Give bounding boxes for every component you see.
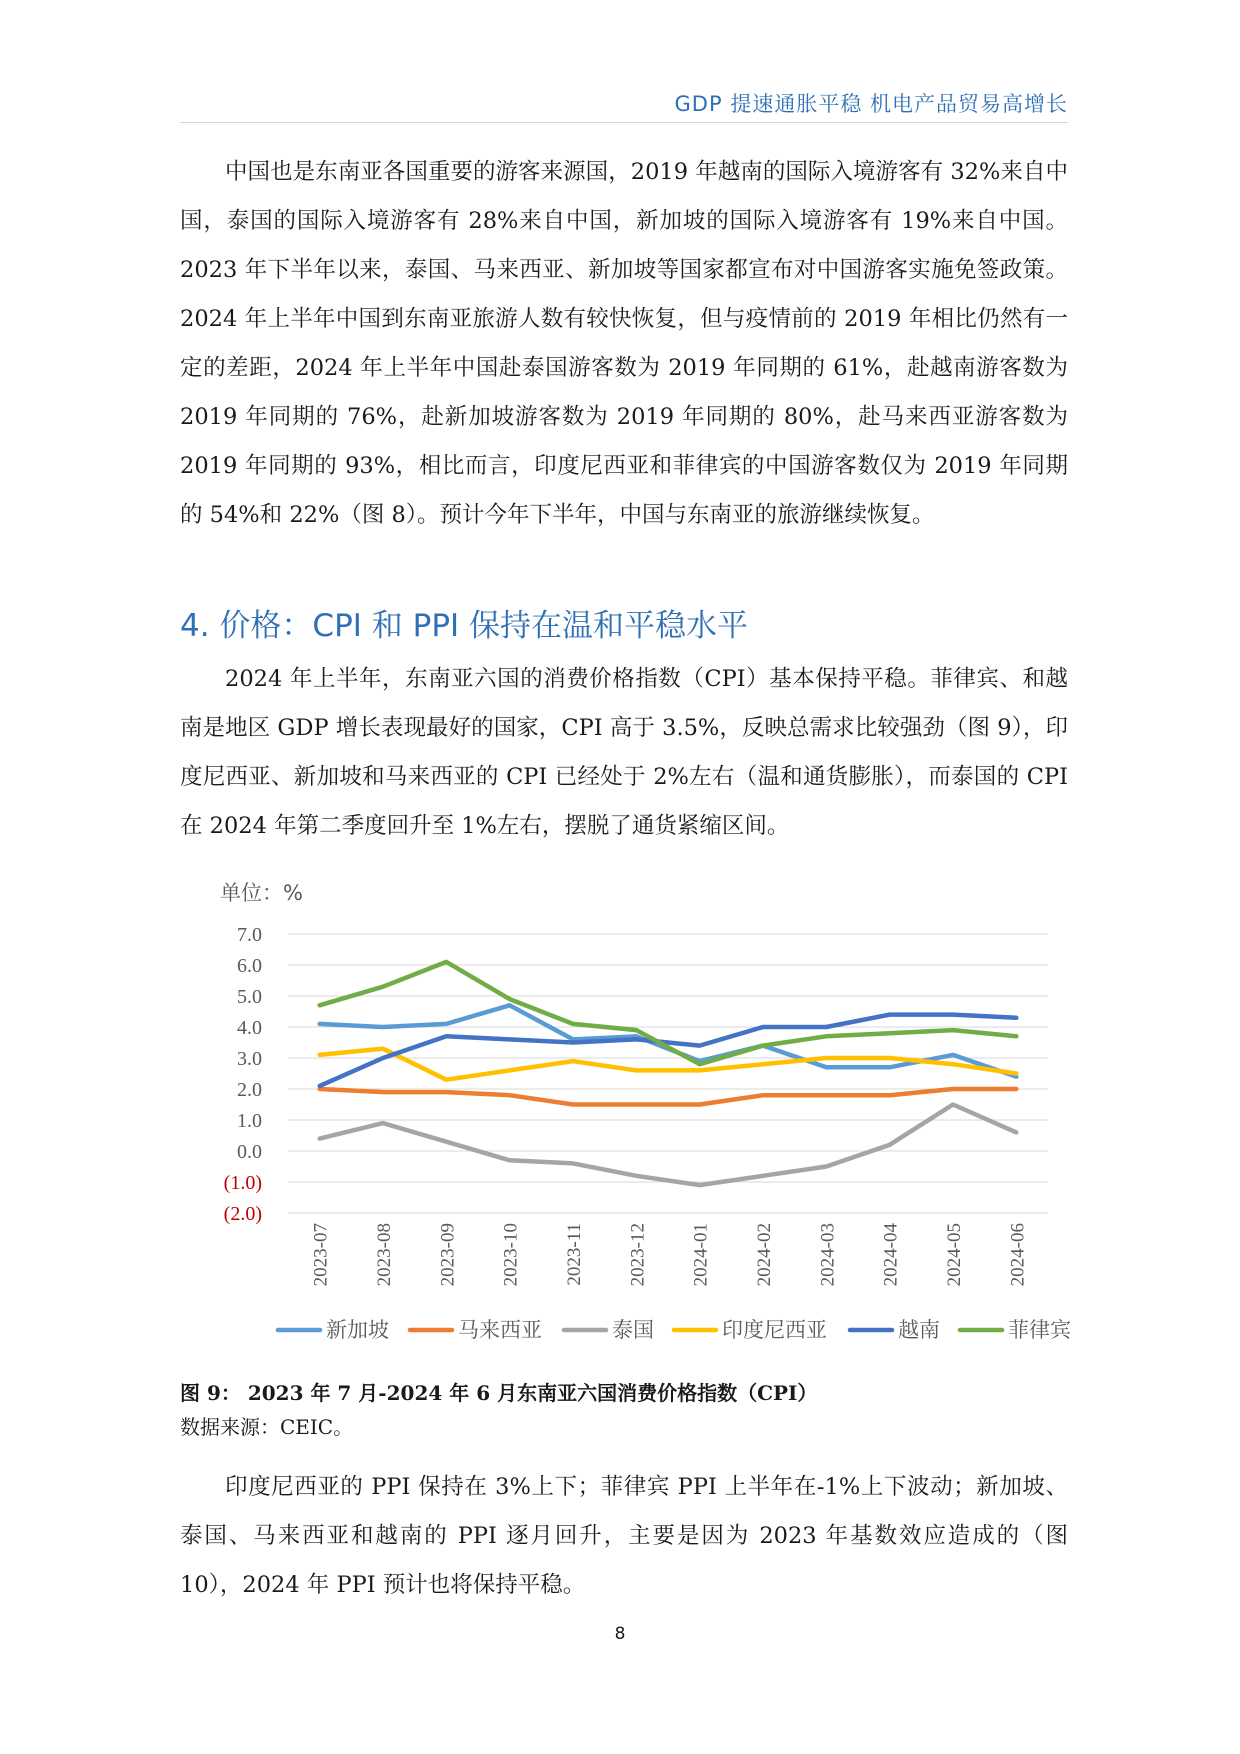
data-point-菲律宾 (381, 985, 385, 989)
cpi-line-chart (200, 862, 1080, 1362)
data-point-越南 (698, 1044, 702, 1048)
legend-label-泰国: 泰国 (612, 1318, 654, 1342)
data-point-菲律宾 (1015, 1035, 1019, 1039)
data-point-印度尼西亚 (761, 1062, 765, 1066)
data-point-新加坡 (951, 1053, 955, 1057)
data-point-泰国 (508, 1159, 512, 1163)
page-number: 8 (614, 1624, 626, 1644)
data-point-菲律宾 (318, 1004, 322, 1008)
x-tick-label: 2023-07 (310, 1223, 332, 1287)
y-tick-label: 0.0 (237, 1141, 262, 1163)
data-point-越南 (951, 1013, 955, 1017)
data-point-泰国 (888, 1143, 892, 1147)
y-tick-label: 2.0 (237, 1079, 262, 1101)
x-tick-label: 2024-02 (754, 1223, 775, 1287)
data-point-菲律宾 (698, 1062, 702, 1066)
figure-caption: 图 9： 2023 年 7 月-2024 年 6 月东南亚六国消费价格指数（CPI） (180, 1381, 818, 1405)
data-point-马来西亚 (1015, 1087, 1019, 1091)
data-point-泰国 (381, 1121, 385, 1125)
y-tick-label: (1.0) (223, 1172, 262, 1194)
header-divider (180, 122, 1068, 123)
data-point-越南 (825, 1025, 829, 1029)
y-tick-label: 7.0 (237, 924, 262, 946)
data-point-泰国 (635, 1174, 639, 1178)
x-tick-label: 2024-04 (880, 1223, 902, 1287)
x-tick-label: 2023-08 (374, 1223, 395, 1287)
data-point-菲律宾 (951, 1028, 955, 1032)
data-point-印度尼西亚 (318, 1053, 322, 1057)
data-point-菲律宾 (761, 1044, 765, 1048)
data-point-新加坡 (445, 1022, 449, 1026)
data-point-印度尼西亚 (635, 1069, 639, 1073)
legend-label-马来西亚: 马来西亚 (458, 1318, 542, 1342)
chart-unit-label: 单位：% (220, 881, 303, 905)
x-tick-label: 2024-05 (944, 1223, 965, 1287)
data-point-泰国 (761, 1174, 765, 1178)
data-point-越南 (761, 1025, 765, 1029)
data-point-越南 (635, 1038, 639, 1042)
data-point-菲律宾 (635, 1028, 639, 1032)
data-point-印度尼西亚 (381, 1047, 385, 1051)
data-point-菲律宾 (825, 1035, 829, 1039)
data-point-泰国 (825, 1165, 829, 1169)
paragraph-cpi: 2024 年上半年，东南亚六国的消费价格指数（CPI）基本保持平稳。菲律宾、和越南是地区 GDP 增长表现最好的国家，CPI 高于 3.5%，反映总需求比较强劲（图 9），印度尼西亚、新加坡和马来西亚的 CPI 已经处于 2%左右（温和通货膨胀），而泰国的 CPI 在 2024 年第二季度回升至 1%左右，摆脱了通货紧缩区间。 (180, 666, 1068, 839)
paragraph-tourism: 中国也是东南亚各国重要的游客来源国，2019 年越南的国际入境游客有 32%来自中国，泰国的国际入境游客有 28%来自中国，新加坡的国际入境游客有 19%来自中国。2023 年下半年以来，泰国、马来西亚、新加坡等国家都宣布对中国游客实施免签政策。2024 年上半年中国到东南亚旅游人数有较快恢复，但与疫情前的 2019 年相比仍然有一定的差距，2024 年上半年中国赴泰国游客数为 2019 年同期的 61%，赴越南游客数为 2019 年同期的 76%，赴新加坡游客数为 2019 年同期的 80%，赴马来西亚游客数为 2019 年同期的 93%，相比而言，印度尼西亚和菲律宾的中国游客数仅为 2019 年同期的 54%和 22%（图 8）。预计今年下半年，中国与东南亚的旅游继续恢复。 (180, 159, 1068, 528)
data-point-泰国 (318, 1137, 322, 1141)
series-line-马来西亚 (320, 1089, 1017, 1105)
data-point-越南 (445, 1035, 449, 1039)
data-point-印度尼西亚 (508, 1069, 512, 1073)
x-tick-label: 2023-10 (500, 1223, 522, 1287)
data-point-印度尼西亚 (951, 1062, 955, 1066)
x-tick-label: 2024-01 (690, 1223, 712, 1287)
data-point-泰国 (951, 1103, 955, 1107)
legend-label-印度尼西亚: 印度尼西亚 (722, 1318, 827, 1342)
data-point-马来西亚 (698, 1103, 702, 1107)
data-point-马来西亚 (635, 1103, 639, 1107)
legend-label-越南: 越南 (898, 1318, 940, 1342)
data-point-新加坡 (825, 1066, 829, 1070)
x-tick-label: 2023-11 (564, 1223, 585, 1286)
series-line-泰国 (320, 1105, 1017, 1186)
data-point-泰国 (1015, 1131, 1019, 1135)
legend-label-菲律宾: 菲律宾 (1008, 1318, 1071, 1342)
data-point-马来西亚 (761, 1093, 765, 1097)
y-tick-label: 4.0 (237, 1017, 262, 1039)
data-point-印度尼西亚 (698, 1069, 702, 1073)
data-point-马来西亚 (381, 1090, 385, 1094)
data-point-马来西亚 (571, 1103, 575, 1107)
data-point-印度尼西亚 (825, 1056, 829, 1060)
y-tick-label: (2.0) (223, 1203, 262, 1225)
x-tick-label: 2023-12 (627, 1223, 649, 1287)
data-point-越南 (508, 1038, 512, 1042)
paragraph-ppi: 印度尼西亚的 PPI 保持在 3%上下；菲律宾 PPI 上半年在-1%上下波动；新加坡、泰国、马来西亚和越南的 PPI 逐月回升，主要是因为 2023 年基数效应造成的（图 10），2024 年 PPI 预计也将保持平稳。 (180, 1474, 1068, 1598)
data-point-印度尼西亚 (888, 1056, 892, 1060)
data-point-马来西亚 (888, 1093, 892, 1097)
legend-label-新加坡: 新加坡 (326, 1318, 389, 1342)
data-point-泰国 (571, 1162, 575, 1166)
data-point-新加坡 (508, 1004, 512, 1008)
data-point-马来西亚 (508, 1093, 512, 1097)
data-point-菲律宾 (508, 997, 512, 1001)
data-point-印度尼西亚 (571, 1059, 575, 1063)
y-tick-label: 5.0 (237, 986, 262, 1008)
section-heading: 4. 价格：CPI 和 PPI 保持在温和平稳水平 (180, 608, 749, 644)
data-point-马来西亚 (445, 1090, 449, 1094)
y-tick-label: 6.0 (237, 955, 262, 977)
y-tick-label: 1.0 (237, 1110, 262, 1132)
data-point-泰国 (445, 1140, 449, 1144)
data-point-马来西亚 (951, 1087, 955, 1091)
data-point-菲律宾 (888, 1031, 892, 1035)
data-point-马来西亚 (825, 1093, 829, 1097)
cpi-chart-container (200, 862, 1080, 1362)
data-point-印度尼西亚 (1015, 1072, 1019, 1076)
data-point-新加坡 (318, 1022, 322, 1026)
y-tick-label: 3.0 (237, 1048, 262, 1070)
data-point-泰国 (698, 1183, 702, 1187)
x-tick-label: 2024-06 (1007, 1223, 1029, 1287)
data-point-越南 (1015, 1016, 1019, 1020)
data-point-新加坡 (381, 1025, 385, 1029)
x-tick-label: 2023-09 (437, 1223, 459, 1287)
data-point-越南 (571, 1041, 575, 1045)
data-point-菲律宾 (571, 1022, 575, 1026)
x-tick-label: 2024-03 (817, 1223, 839, 1287)
data-point-新加坡 (888, 1066, 892, 1070)
data-point-越南 (381, 1056, 385, 1060)
data-point-越南 (888, 1013, 892, 1017)
data-point-菲律宾 (445, 960, 449, 964)
figure-source: 数据来源：CEIC。 (180, 1415, 354, 1439)
data-point-越南 (318, 1084, 322, 1088)
data-point-印度尼西亚 (445, 1078, 449, 1082)
running-header: GDP 提速通胀平稳 机电产品贸易高增长 (674, 92, 1068, 116)
